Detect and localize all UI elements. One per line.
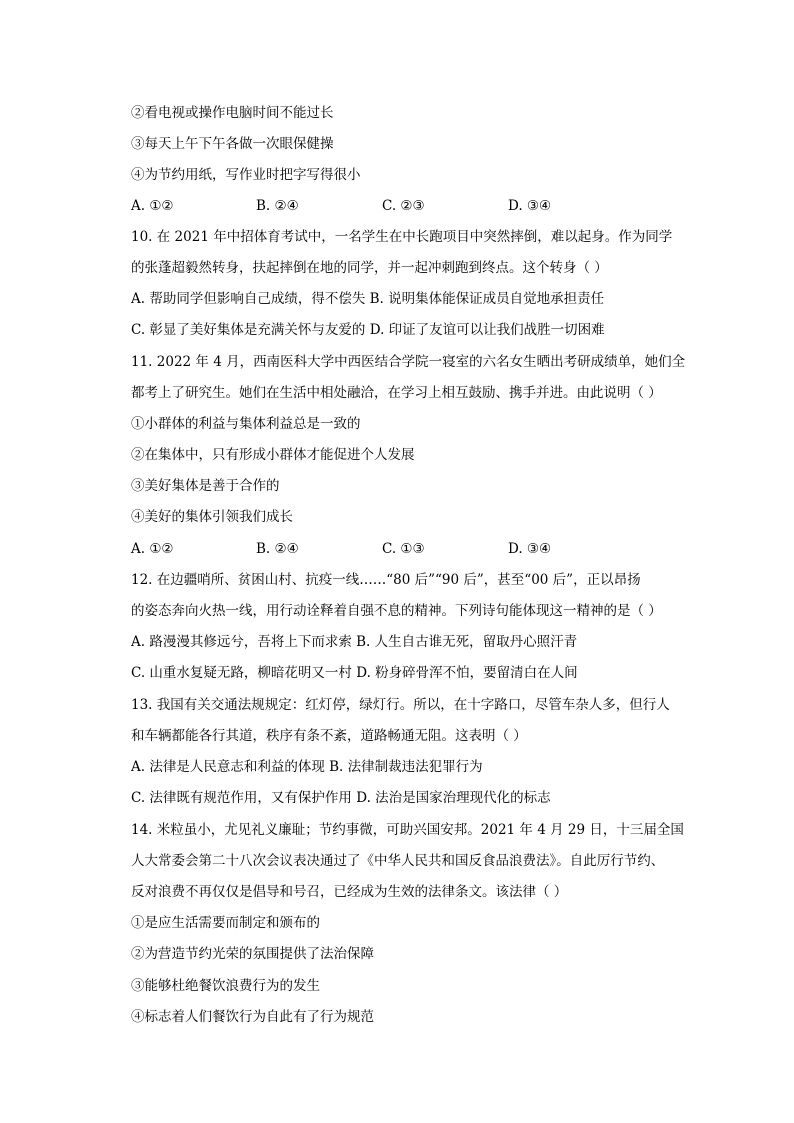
q12-options-cd: C. 山重水复疑无路，柳暗花明又一村 D. 粉身碎骨浑不怕，要留清白在人间 — [131, 665, 578, 681]
q9-option-a: A. ①② — [131, 198, 174, 214]
q9-item-3: ③每天上午下午各做一次眼保健操 — [131, 136, 334, 152]
q12-options-ab: A. 路漫漫其修远兮，吾将上下而求索 B. 人生自古谁无死，留取丹心照汗青 — [131, 634, 578, 650]
q11-stem-line-2: 都考上了研究生。她们在生活中相处融洽，在学习上相互鼓励、携手并进。由此说明（ ） — [131, 385, 662, 401]
q13-stem-line-1: 13. 我国有关交通法规规定：红灯停，绿灯行。所以，在十字路口，尽管车杂人多，但行人 — [131, 697, 670, 713]
q11-option-c: C. ①③ — [382, 541, 425, 557]
q11-option-a: A. ①② — [131, 541, 174, 557]
q10-stem-line-1: 10. 在 2021 年中招体育考试中，一名学生在中长跑项目中突然摔倒，难以起身。作为同学 — [131, 229, 673, 245]
q9-option-d: D. ③④ — [508, 198, 552, 214]
q13-options-ab: A. 法律是人民意志和利益的体现 B. 法律制裁违法犯罪行为 — [131, 759, 483, 775]
q11-item-1: ①小群体的利益与集体利益总是一致的 — [131, 416, 361, 432]
q14-item-4: ④标志着人们餐饮行为自此有了行为规范 — [131, 1009, 374, 1025]
q12-stem-line-1: 12. 在边疆哨所、贫困山村、抗疫一线……“80 后”“90 后”，甚至“00 后”，正以昂扬 — [131, 572, 641, 588]
q14-stem-line-2: 人大常委会第二十八次会议表决通过了《中华人民共和国反食品浪费法》。自此厉行节约、 — [131, 853, 665, 869]
q13-options-cd: C. 法律既有规范作用，又有保护作用 D. 法治是国家治理现代化的标志 — [131, 790, 551, 806]
q11-option-d: D. ③④ — [508, 541, 552, 557]
q9-option-b: B. ②④ — [256, 198, 299, 214]
q14-stem-line-1: 14. 米粒虽小，尤见礼义廉耻；节约事微，可助兴国安邦。2021 年 4 月 29 日，十三届全国 — [131, 822, 684, 838]
q9-item-4: ④为节约用纸，写作业时把字写得很小 — [131, 167, 361, 183]
q10-options-cd: C. 彰显了美好集体是充满关怀与友爱的 D. 印证了友谊可以让我们战胜一切困难 — [131, 322, 605, 338]
q11-options — [131, 540, 731, 558]
q11-item-3: ③美好集体是善于合作的 — [131, 478, 280, 494]
q11-stem-line-1: 11. 2022 年 4 月，西南医科大学中西医结合学院一寝室的六名女生晒出考研成绩单，她们全 — [131, 354, 686, 370]
q14-item-3: ③能够杜绝餐饮浪费行为的发生 — [131, 978, 320, 994]
q10-options-ab: A. 帮助同学但影响自己成绩，得不偿失 B. 说明集体能保证成员自觉地承担责任 — [131, 291, 605, 307]
q11-item-4: ④美好的集体引领我们成长 — [131, 509, 293, 525]
q14-stem-line-3: 反对浪费不再仅仅是倡导和号召，已经成为生效的法律条文。该法律（ ） — [131, 884, 568, 900]
q9-options — [131, 197, 731, 215]
q9-item-2: ②看电视或操作电脑时间不能过长 — [131, 105, 334, 121]
q12-stem-line-2: 的姿态奔向火热一线，用行动诠释着自强不息的精神。下列诗句能体现这一精神的是（ ） — [131, 603, 662, 619]
q10-stem-line-2: 的张蓬超毅然转身，扶起摔倒在地的同学，并一起冲刺跑到终点。这个转身（ ） — [131, 260, 608, 276]
q11-option-b: B. ②④ — [256, 541, 299, 557]
q11-item-2: ②在集体中，只有形成小群体才能促进个人发展 — [131, 447, 415, 463]
q9-option-c: C. ②③ — [382, 198, 425, 214]
q14-item-1: ①是应生活需要而制定和颁布的 — [131, 915, 320, 931]
q14-item-2: ②为营造节约光荣的氛围提供了法治保障 — [131, 946, 374, 962]
q13-stem-line-2: 和车辆都能各行其道，秩序有条不紊，道路畅通无阻。这表明（ ） — [131, 728, 527, 744]
